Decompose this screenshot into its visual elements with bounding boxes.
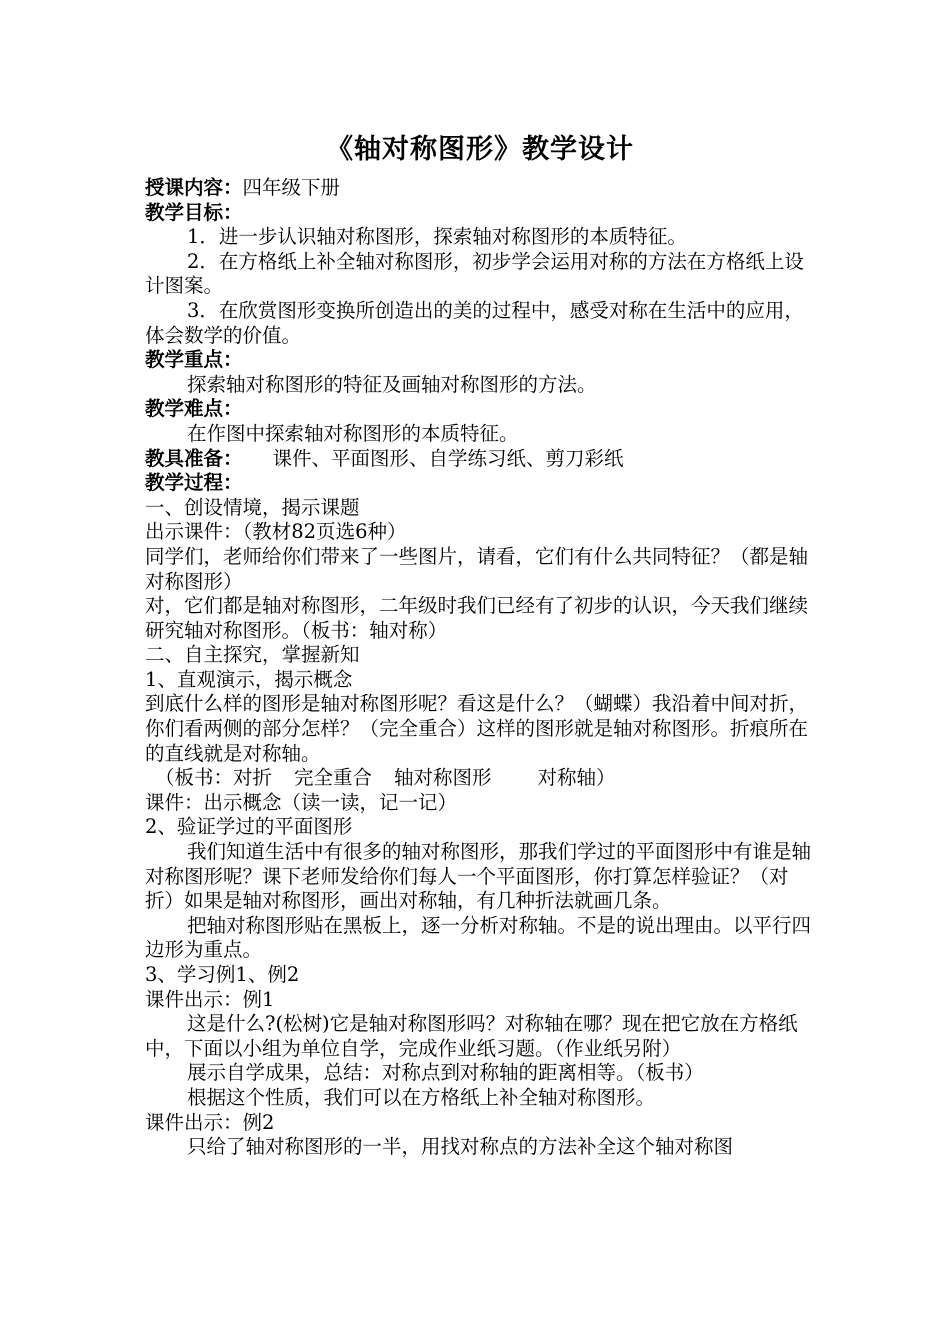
content-label: 授课内容： bbox=[145, 176, 243, 199]
tools-label: 教具准备： bbox=[145, 446, 243, 470]
paragraph: 到底什么样的图形是轴对称图形呢？看这是什么？（蝴蝶）我沿着中间对折，你们看两侧的部分怎样？（完全重合）这样的图形就是轴对称图形。折痕所在的直线就是对称轴。 bbox=[145, 692, 809, 765]
subsection-heading: 1、直观演示，揭示概念 bbox=[145, 667, 353, 691]
tools-value: 课件、平面图形、自学练习纸、剪刀彩纸 bbox=[272, 446, 624, 470]
paragraph: 课件出示：例1 bbox=[145, 987, 275, 1011]
paragraph: 同学们，老师给你们带来了一些图片，请看，它们有什么共同特征？（都是轴对称图形） bbox=[145, 544, 809, 593]
difficulty-heading: 教学难点： bbox=[145, 397, 243, 421]
document-title: 《轴对称图形》教学设计 bbox=[326, 134, 634, 165]
subsection-heading: 3、学习例1、例2 bbox=[145, 963, 300, 986]
paragraph: 只给了轴对称图形的一半，用找对称点的方法补全这个轴对称图 bbox=[187, 1135, 734, 1159]
section-heading: 二、自主探究，掌握新知 bbox=[145, 643, 360, 667]
goals-heading: 教学目标： bbox=[145, 200, 243, 224]
board-note: 对称轴） bbox=[537, 766, 616, 790]
goal-item: 1．进一步认识轴对称图形，探索轴对称图形的本质特征。 bbox=[187, 225, 687, 249]
document-page bbox=[145, 128, 815, 1160]
tools-line bbox=[145, 447, 815, 472]
paragraph: 课件出示：例2 bbox=[145, 1110, 275, 1134]
focus-text: 探索轴对称图形的特征及画轴对称图形的方法。 bbox=[187, 372, 597, 396]
board-notes bbox=[145, 766, 815, 791]
board-note: （板书：对折 bbox=[155, 766, 273, 790]
paragraph: 这是什么?(松树)它是轴对称图形吗？对称轴在哪？现在把它放在方格纸中，下面以小组为单位自学，完成作业纸习题。（作业纸另附） bbox=[145, 1012, 798, 1060]
paragraph: 展示自学成果，总结：对称点到对称轴的距离相等。（板书） bbox=[187, 1061, 704, 1085]
board-note: 轴对称图形 bbox=[394, 766, 492, 790]
paragraph: 出示课件：（教材82页选6种） bbox=[145, 520, 407, 544]
goal-item: 2．在方格纸上补全轴对称图形，初步学会运用对称的方法在方格纸上设计图案。 bbox=[145, 249, 804, 298]
paragraph: 根据这个性质，我们可以在方格纸上补全轴对称图形。 bbox=[187, 1085, 656, 1109]
goal-item: 3．在欣赏图形变换所创造出的美的过程中，感受对称在生活中的应用，体会数学的价值。 bbox=[145, 298, 804, 347]
board-note: 完全重合 bbox=[294, 766, 373, 790]
focus-heading: 教学重点： bbox=[145, 348, 243, 372]
section-heading: 一、创设情境，揭示课题 bbox=[145, 495, 360, 519]
paragraph: 课件：出示概念（读一读，记一记） bbox=[145, 790, 458, 814]
paragraph: 对，它们都是轴对称图形，二年级时我们已经有了初步的认识，今天我们继续研究轴对称图形。（板书：轴对称） bbox=[145, 594, 809, 642]
content-value: 四年级下册 bbox=[242, 176, 341, 199]
subsection-heading: 2、验证学过的平面图形 bbox=[145, 815, 353, 839]
content-line bbox=[145, 176, 815, 201]
difficulty-text: 在作图中探索轴对称图形的本质特征。 bbox=[187, 421, 519, 445]
process-heading: 教学过程： bbox=[145, 471, 243, 495]
paragraph: 我们知道生活中有很多的轴对称图形，那我们学过的平面图形中有谁是轴对称图形呢？课下老师发给你们每人一个平面图形，你打算怎样验证？（对折）如果是轴对称图形，画出对称轴，有几种折法就画几条。 bbox=[145, 840, 812, 913]
paragraph: 把轴对称图形贴在黑板上，逐一分析对称轴。不是的说出理由。以平行四边形为重点。 bbox=[145, 913, 812, 962]
